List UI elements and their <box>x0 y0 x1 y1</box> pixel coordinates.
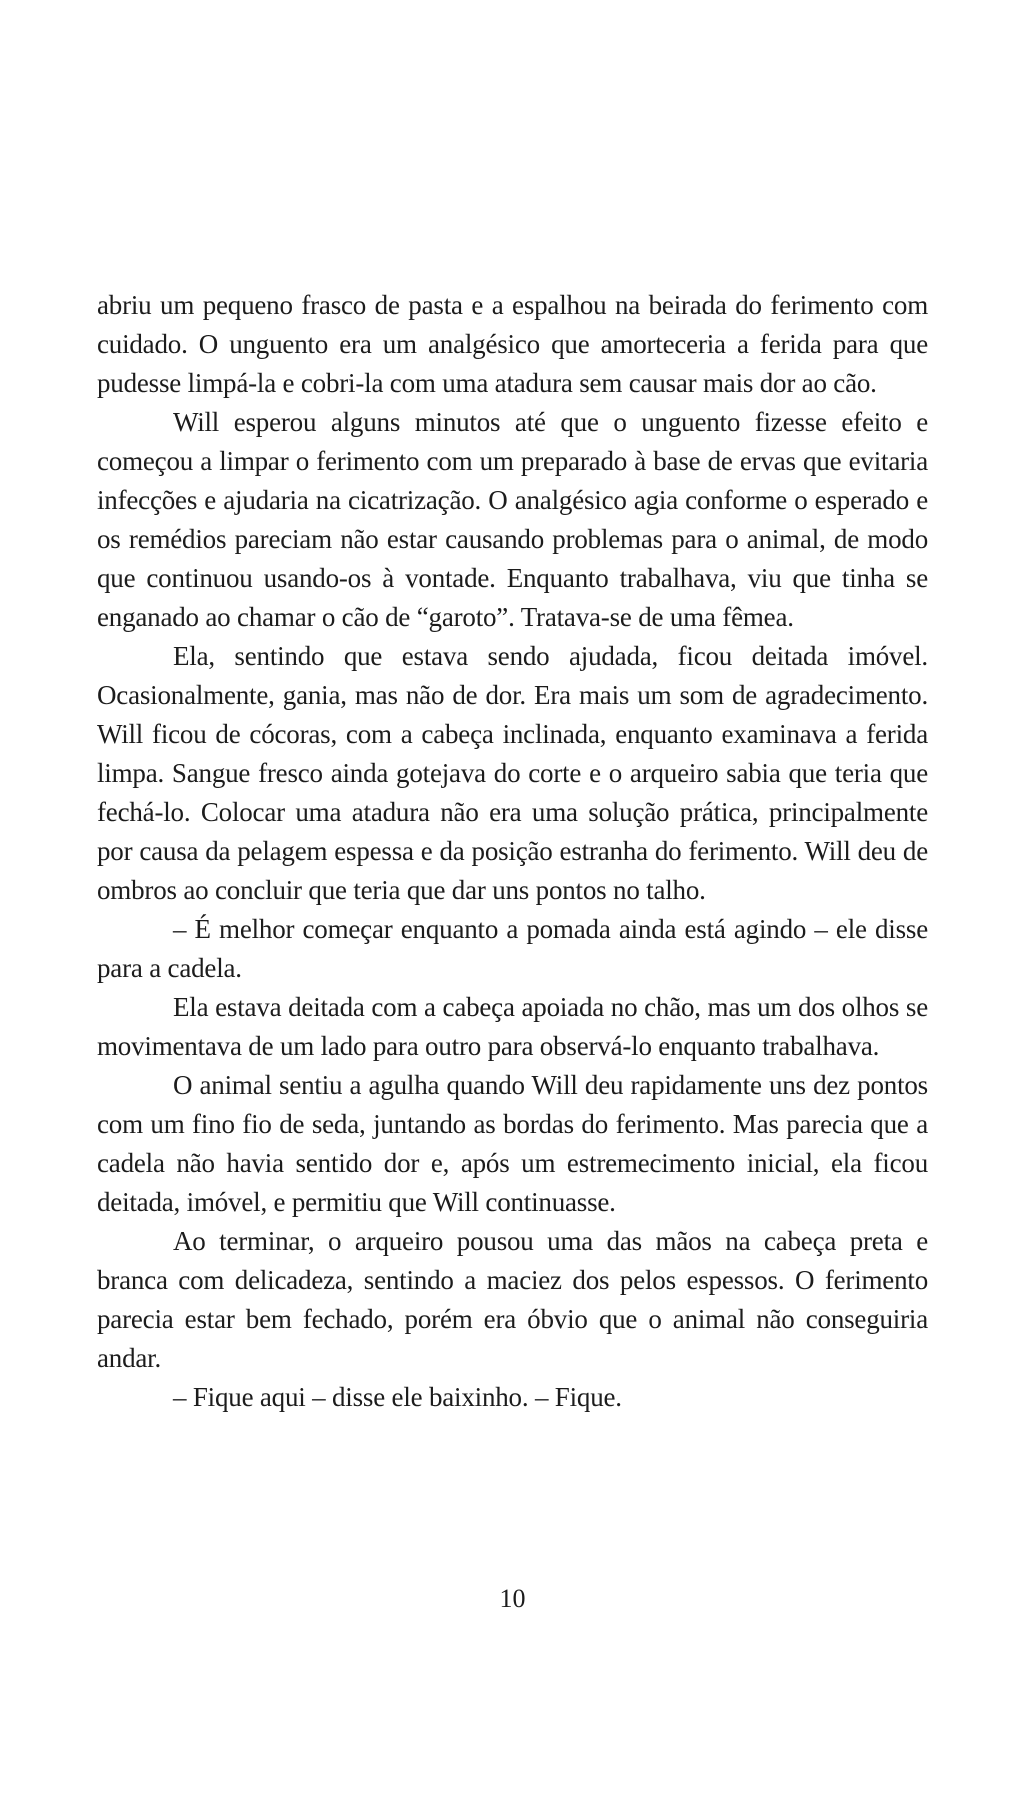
paragraph: Ela estava deitada com a cabeça apoiada no chão, mas um dos olhos se movimentava de um lado para outro para observá-lo enquanto trabalhava. <box>97 992 928 1061</box>
paragraph: – Fique aqui – disse ele baixinho. – Fique. <box>173 1382 622 1412</box>
paragraph: O animal sentiu a agulha quando Will deu rapidamente uns dez pontos com um fino fio de seda, juntando as bordas do ferimento. Mas parecia que a cadela não havia sentido dor e, após um estremecimento inicial, ela ficou deitada, imóvel, e permitiu que Will continuasse. <box>97 1070 928 1217</box>
paragraph: abriu um pequeno frasco de pasta e a espalhou na beirada do ferimento com cuidado. O unguento era um analgésico que amorteceria a ferida para que pudesse limpá-la e cobri-la com uma atadura sem causar mais dor ao cão. <box>97 290 928 398</box>
paragraph: Will esperou alguns minutos até que o unguento fizesse efeito e começou a limpar o ferimento com um preparado à base de ervas que evitaria infecções e ajudaria na cicatrização. O analgésico agia conforme o esperado e os remédios pareciam não estar causando problemas para o animal, de modo que continuou usando-os à vontade. Enquanto trabalhava, viu que tinha se enganado ao chamar o cão de “garoto”. Tratava-se de uma fêmea. <box>97 407 928 632</box>
paragraph: Ao terminar, o arqueiro pousou uma das mãos na cabeça preta e branca com delicadeza, sentindo a maciez dos pelos espessos. O ferimento parecia estar bem fechado, porém era óbvio que o animal não conseguiria andar. <box>97 1226 928 1373</box>
paragraph: Ela, sentindo que estava sendo ajudada, ficou deitada imóvel. Ocasionalmente, gania, mas não de dor. Era mais um som de agradecimento. Will ficou de cócoras, com a cabeça inclinada, enquanto examinava a ferida limpa. Sangue fresco ainda gotejava do corte e o arqueiro sabia que teria que fechá-lo. Colocar uma atadura não era uma solução prática, principalmente por causa da pelagem espessa e da posição estranha do ferimento. Will deu de ombros ao concluir que teria que dar uns pontos no talho. <box>97 641 928 905</box>
paragraph: – É melhor começar enquanto a pomada ainda está agindo – ele disse para a cadela. <box>97 914 928 983</box>
page-text <box>97 286 928 1417</box>
page-number: 10 <box>499 1584 526 1613</box>
